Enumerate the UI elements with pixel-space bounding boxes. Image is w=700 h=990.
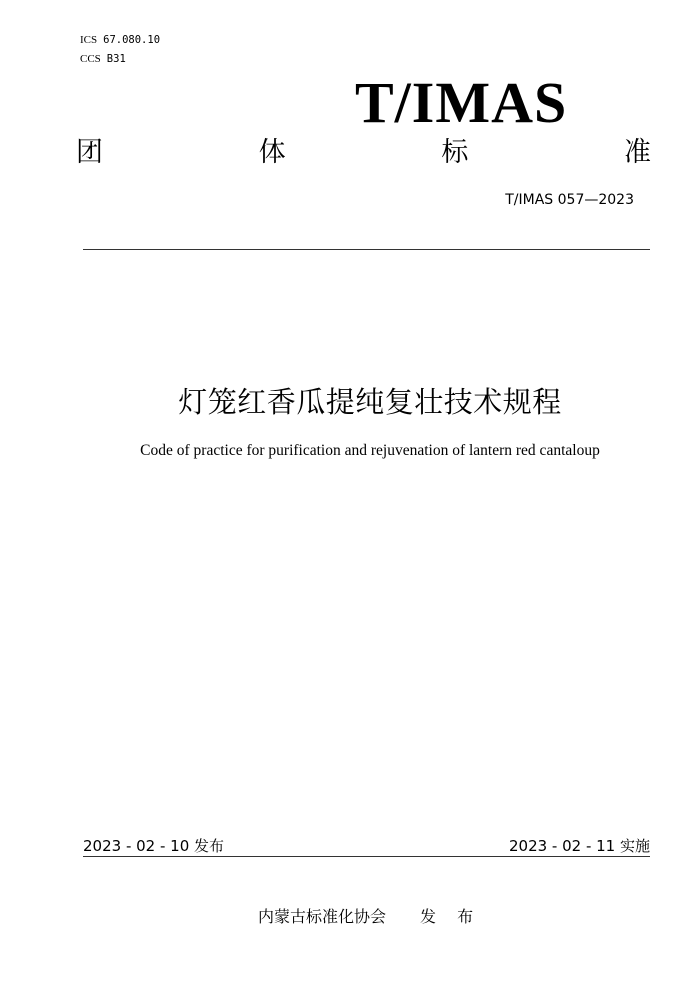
organization-mark: T/IMAS xyxy=(355,70,568,135)
document-title-en: Code of practice for purification and rejuvenation of lantern red cantaloup xyxy=(140,442,600,459)
publish-date: 2023 - 02 - 10 发布 xyxy=(83,837,225,855)
implement-date: 2023 - 02 - 11 实施 xyxy=(508,837,650,855)
ics-code xyxy=(80,34,160,46)
document-title-cn: 灯笼红香瓜提纯复壮技术规程 xyxy=(178,385,562,419)
standard-type-char: 体 xyxy=(258,137,286,168)
bottom-divider xyxy=(83,856,650,857)
ics-label: ICS xyxy=(80,34,98,46)
ccs-label: CCS xyxy=(80,53,101,65)
ics-value: 67.080.10 xyxy=(103,34,161,46)
publisher-name: 内蒙古标准化协会 xyxy=(258,907,387,926)
standard-type-char: 准 xyxy=(623,137,651,168)
ccs-value: B31 xyxy=(106,53,126,65)
standard-type xyxy=(76,133,651,173)
standard-type-char: 团 xyxy=(76,137,103,168)
top-divider xyxy=(83,249,650,250)
standard-type-char: 标 xyxy=(441,137,469,168)
ccs-code xyxy=(80,53,126,65)
publish-label: 发 布 xyxy=(420,907,482,926)
standard-number: T/IMAS 057—2023 xyxy=(505,192,634,208)
